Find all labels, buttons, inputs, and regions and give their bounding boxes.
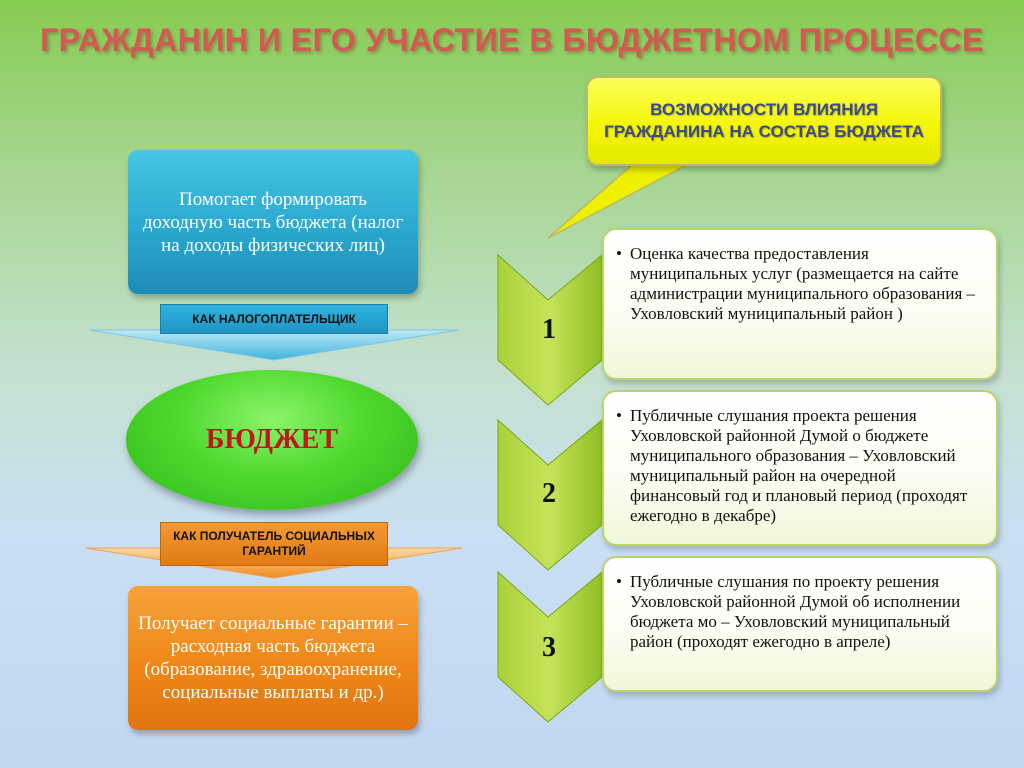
- recipient-label-text: КАК ПОЛУЧАТЕЛЬ СОЦИАЛЬНЫХ ГАРАНТИЙ: [173, 529, 375, 558]
- budget-text: БЮДЖЕТ: [205, 424, 339, 455]
- step-text-3: Публичные слушания по проекту решения Уховловской районной Думой об исполнении бюджета мо – Уховловский муниципальный район (проходят ежегодно в апреле): [630, 572, 961, 651]
- expense-text: Получает социальные гарантии – расходная часть бюджета (образование, здравоохранение, социальные выплаты и др.): [138, 613, 408, 703]
- step-number-2: 2: [542, 478, 556, 509]
- callout-text: ВОЗМОЖНОСТИ ВЛИЯНИЯ ГРАЖДАНИНА НА СОСТАВ БЮДЖЕТА: [604, 100, 924, 141]
- step-box-3: [602, 556, 998, 692]
- step-number-1: 1: [542, 314, 556, 345]
- page-title: ГРАЖДАНИН И ЕГО УЧАСТИЕ В БЮДЖЕТНОМ ПРОЦЕССЕ: [40, 22, 984, 58]
- step-text-1: Оценка качества предоставления муниципальных услуг (размещается на сайте администрации муниципального образования – Уховловский муниципальный район ): [630, 244, 976, 323]
- taxpayer-label-text: КАК НАЛОГОПЛАТЕЛЬЩИК: [192, 312, 356, 326]
- step-box-1: [602, 228, 998, 380]
- bullet-icon: •: [616, 244, 622, 263]
- step-number-3: 3: [542, 632, 556, 663]
- step-text-2: Публичные слушания проекта решения Уховловской районной Думой о бюджете муниципального образования – Уховловский муниципальный район на очередной финансовый год и плановый период (проходят ежегодно в декабре): [630, 406, 968, 525]
- step-box-2: [602, 390, 998, 546]
- bullet-icon: •: [616, 406, 622, 425]
- bullet-icon: •: [616, 572, 622, 591]
- income-text: Помогает формировать доходную часть бюджета (налог на доходы физических лиц): [142, 188, 404, 256]
